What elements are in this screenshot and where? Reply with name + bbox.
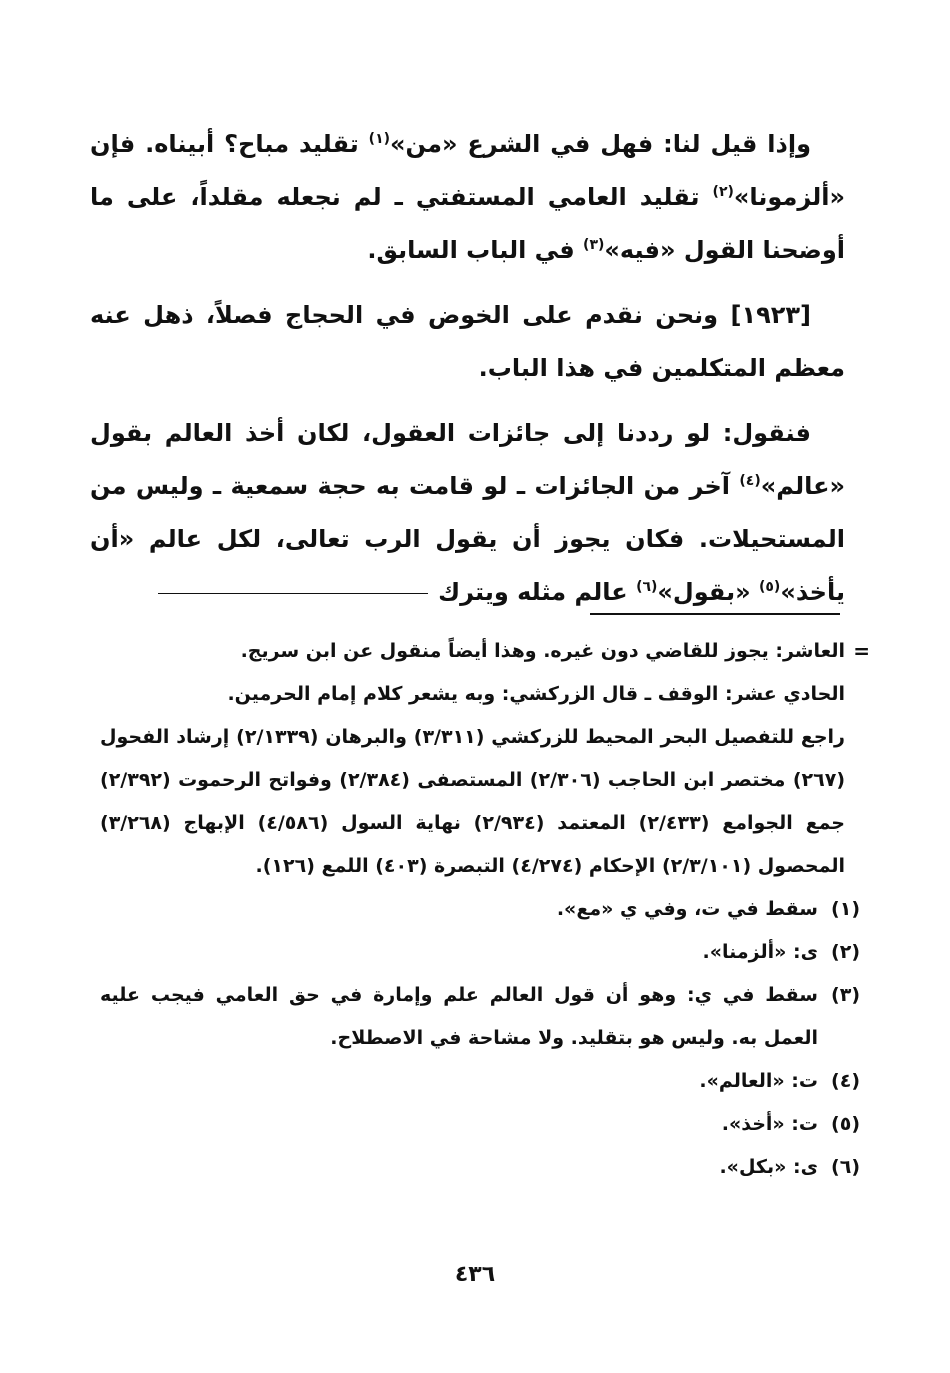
- paragraph-3-text-1: فنقول: لو رددنا إلى جائزات العقول، لكان أخذ العالم بقول «عالم»: [90, 419, 845, 500]
- footnote-ref-5: (٥): [758, 579, 781, 595]
- footnotes: [100, 630, 870, 1189]
- page-number: ٤٣٦: [454, 1262, 496, 1287]
- footnote-continuation-line-2: الحادي عشر: الوقف ـ قال الزركشي: وبه يشعر كلام إمام الحرمين.: [227, 683, 845, 705]
- footnote-text: ت: «العالم».: [699, 1070, 818, 1092]
- footnote-text: ى: «بكل».: [719, 1156, 818, 1178]
- continuation-line: [158, 593, 428, 594]
- footnote-continuation-marker: =: [853, 639, 870, 663]
- footnote-label: (٤): [831, 1070, 860, 1092]
- paragraph-1-text-3: تقليد العامي المستفتي ـ لم نجعله مقلداً، على ما أوضحنا القول «فيه»: [90, 183, 845, 264]
- footnote-item: [100, 1060, 860, 1103]
- footnote-item: [100, 1103, 860, 1146]
- paragraph-1: [90, 118, 845, 277]
- footnote-continuation-line-3: راجع للتفصيل البحر المحيط للزركشي (٣/٣١١) والبرهان (٢/١٣٣٩) إرشاد الفحول (٢٦٧) مختصر ابن الحاجب (٢/٣٠٦) المستصفى (٢/٣٨٤) وفواتح الرحموت (٢/٣٩٢) جمع الجوامع (٢/٤٣٣) المعتمد (٢/٩٣٤) نهاية السول (٤/٥٨٦) الإبهاج (٣/٢٦٨) المحصول (٢/٣/١٠١) الإحكام (٤/٢٧٤) التبصرة (٤٠٣) اللمع (١٢٦).: [100, 726, 845, 877]
- main-text: [90, 118, 845, 619]
- footnote-ref-6: (٦): [636, 579, 658, 595]
- footnote-ref-1: (١): [368, 131, 391, 147]
- footnote-ref-2: (٢): [712, 184, 734, 200]
- paragraph-3-text-4: عالم مثله ويترك: [438, 578, 637, 606]
- paragraph-3-text-2: آخر من الجائزات ـ لو قامت به حجة سمعية ـ وليس من المستحيلات. فكان يجوز أن يقول الرب تعالى، لكل عالم «أن يأخذ»: [90, 472, 845, 606]
- footnote-ref-4: (٤): [739, 473, 761, 489]
- footnote-text: ت: «أخذ».: [721, 1113, 818, 1135]
- footnote-label: (٢): [831, 941, 860, 963]
- footnote-item: [100, 888, 860, 931]
- footnote-label: (١): [831, 898, 860, 920]
- footnote-label: (٥): [831, 1113, 860, 1135]
- footnote-item: [100, 931, 860, 974]
- paragraph-1-text-2: تقليد مباح؟ أبيناه. فإن «ألزمونا»: [90, 130, 845, 211]
- footnote-label: (٦): [831, 1156, 860, 1178]
- footnote-item: [100, 1146, 860, 1189]
- paragraph-3: [90, 407, 845, 619]
- footnote-separator: [590, 613, 840, 615]
- footnote-text: سقط في ت، وفي ي «مع».: [556, 898, 818, 920]
- footnote-ref-3: (٣): [583, 237, 605, 253]
- paragraph-2: [١٩٢٣] ونحن نقدم على الخوض في الحجاج فصلاً، ذهل عنه معظم المتكلمين في هذا الباب.: [90, 301, 845, 382]
- footnote-text: سقط في ي: وهو أن قول العالم علم وإمارة في حق العامي فيجب عليه العمل به. وليس هو بتقليد. ولا مشاحة في الاصطلاح.: [100, 984, 818, 1049]
- footnote-item: [100, 974, 860, 1060]
- paragraph-3-text-3: «بقول»: [657, 578, 759, 606]
- paragraph-1-text-1: وإذا قيل لنا: فهل في الشرع «من»: [390, 130, 811, 158]
- paragraph-1-text-4: في الباب السابق.: [367, 236, 584, 264]
- footnote-text: ى: «ألزمنا».: [702, 941, 818, 963]
- footnote-continuation-line-1: العاشر: يجوز للقاضي دون غيره. وهذا أيضاً منقول عن ابن سريج.: [240, 640, 845, 662]
- footnote-label: (٣): [831, 984, 860, 1006]
